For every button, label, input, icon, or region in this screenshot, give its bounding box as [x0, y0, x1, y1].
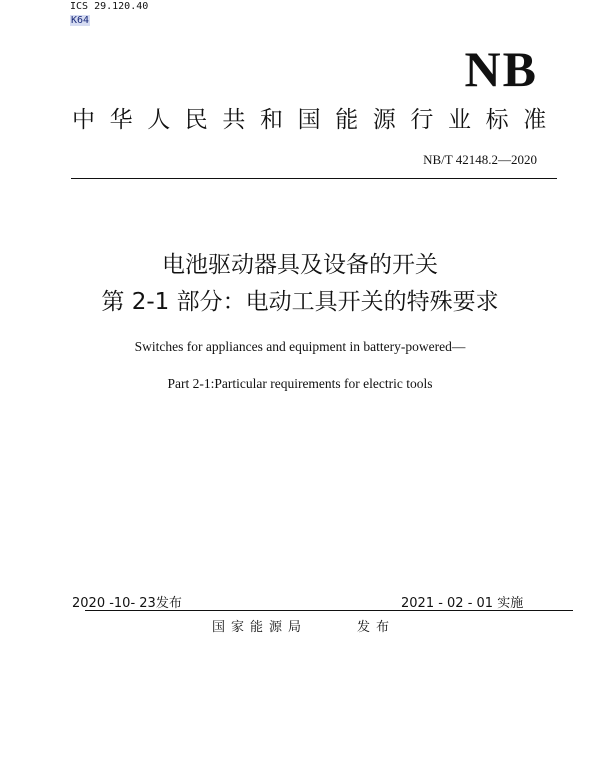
issue-date: 2020 -10- 23发布 [72, 596, 182, 611]
title-chinese-line-2: 第 2-1 部分：电动工具开关的特殊要求 [101, 289, 499, 315]
nb-logo: NB [464, 41, 538, 97]
issue-label: 发布 [357, 620, 396, 635]
bottom-divider [85, 610, 573, 611]
ccs-code: K64 [71, 15, 90, 26]
title-chinese-line-1: 电池驱动器具及设备的开关 [162, 252, 438, 278]
issuing-authority: 国家能源局 [212, 620, 308, 635]
top-divider [71, 178, 557, 179]
ics-code: ICS 29.120.40 [70, 1, 149, 12]
standard-number: NB/T 42148.2—2020 [423, 152, 537, 167]
standard-type-heading: 中华人民共和国能源行业标准 [72, 107, 561, 133]
implementation-date: 2021 - 02 - 01 实施 [401, 596, 524, 611]
title-english-line-1: Switches for appliances and equipment in battery-powered— [134, 339, 466, 354]
title-english-line-2: Part 2-1:Particular requirements for electric tools [167, 376, 433, 391]
